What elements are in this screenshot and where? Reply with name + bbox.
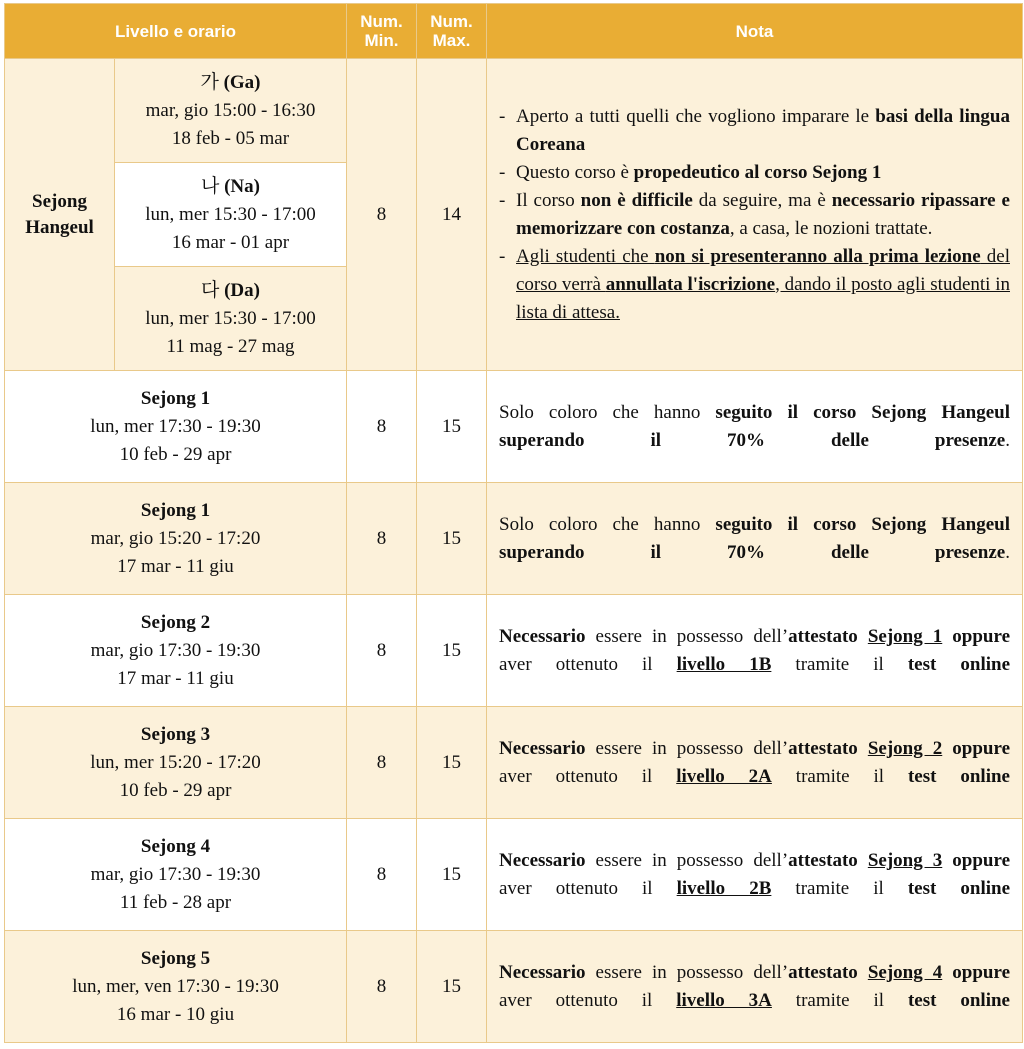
course-max: 15: [417, 371, 487, 483]
course-level: Sejong 1 lun, mer 17:30 - 19:30 10 feb - 29 apr: [5, 371, 347, 483]
course-note: Solo coloro che hanno seguito il corso Sejong Hangeul superando il 70% delle presenze.: [487, 483, 1023, 595]
course-min: 8: [347, 483, 417, 595]
course-max: 15: [417, 931, 487, 1043]
hangeul-note: [487, 59, 1023, 371]
course-row: [5, 931, 1023, 1043]
course-row: [5, 483, 1023, 595]
course-row: [5, 819, 1023, 931]
course-note: Solo coloro che hanno seguito il corso Sejong Hangeul superando il 70% delle presenze.: [487, 371, 1023, 483]
course-row: [5, 371, 1023, 483]
course-max: 15: [417, 819, 487, 931]
course-min: 8: [347, 371, 417, 483]
note-item: - Questo corso è propedeutico al corso Sejong 1: [499, 161, 882, 183]
note-item: - Agli studenti che non si presenteranno alla prima lezione del corso verrà annullata l'iscrizione, dando il posto agli studenti in lista di attesa.: [499, 245, 1010, 323]
course-max: 15: [417, 707, 487, 819]
header-max: Num. Max.: [417, 4, 487, 59]
course-row: [5, 707, 1023, 819]
course-level: Sejong 1 mar, gio 15:20 - 17:20 17 mar - 11 giu: [5, 483, 347, 595]
hangeul-max: 14: [417, 59, 487, 371]
course-level: Sejong 2 mar, gio 17:30 - 19:30 17 mar - 11 giu: [5, 595, 347, 707]
course-note: Necessario essere in possesso dell’attestato Sejong 2 oppure aver ottenuto il livello 2A tramite il test online: [487, 707, 1023, 819]
course-max: 15: [417, 483, 487, 595]
course-max: 15: [417, 595, 487, 707]
hangeul-sub-ga: 가 (Ga) mar, gio 15:00 - 16:30 18 feb - 05 mar: [115, 59, 347, 163]
course-note: Necessario essere in possesso dell’attestato Sejong 4 oppure aver ottenuto il livello 3A tramite il test online: [487, 931, 1023, 1043]
course-note: Necessario essere in possesso dell’attestato Sejong 1 oppure aver ottenuto il livello 1B tramite il test online: [487, 595, 1023, 707]
header-note: Nota: [487, 4, 1023, 59]
note-item: - Il corso non è difficile da seguire, ma è necessario ripassare e memorizzare con costanza, a casa, le nozioni trattate.: [499, 189, 1010, 239]
header-row: [5, 4, 1023, 59]
course-note: Necessario essere in possesso dell’attestato Sejong 3 oppure aver ottenuto il livello 2B tramite il test online: [487, 819, 1023, 931]
course-schedule-table: [4, 3, 1023, 1043]
course-level: Sejong 4 mar, gio 17:30 - 19:30 11 feb - 28 apr: [5, 819, 347, 931]
course-min: 8: [347, 707, 417, 819]
course-level: Sejong 3 lun, mer 15:20 - 17:20 10 feb - 29 apr: [5, 707, 347, 819]
hangeul-row-ga: [5, 59, 1023, 163]
note-item: - Aperto a tutti quelli che vogliono imparare le basi della lingua Coreana: [499, 105, 1010, 155]
header-level: Livello e orario: [5, 4, 347, 59]
course-min: 8: [347, 595, 417, 707]
course-row: [5, 595, 1023, 707]
hangeul-sub-na: 나 (Na) lun, mer 15:30 - 17:00 16 mar - 01 apr: [115, 163, 347, 267]
hangeul-course-name: Sejong Hangeul: [5, 59, 115, 371]
hangeul-sub-da: 다 (Da) lun, mer 15:30 - 17:00 11 mag - 27 mag: [115, 267, 347, 371]
hangeul-min: 8: [347, 59, 417, 371]
header-min: Num. Min.: [347, 4, 417, 59]
course-min: 8: [347, 931, 417, 1043]
course-level: Sejong 5 lun, mer, ven 17:30 - 19:30 16 mar - 10 giu: [5, 931, 347, 1043]
course-min: 8: [347, 819, 417, 931]
